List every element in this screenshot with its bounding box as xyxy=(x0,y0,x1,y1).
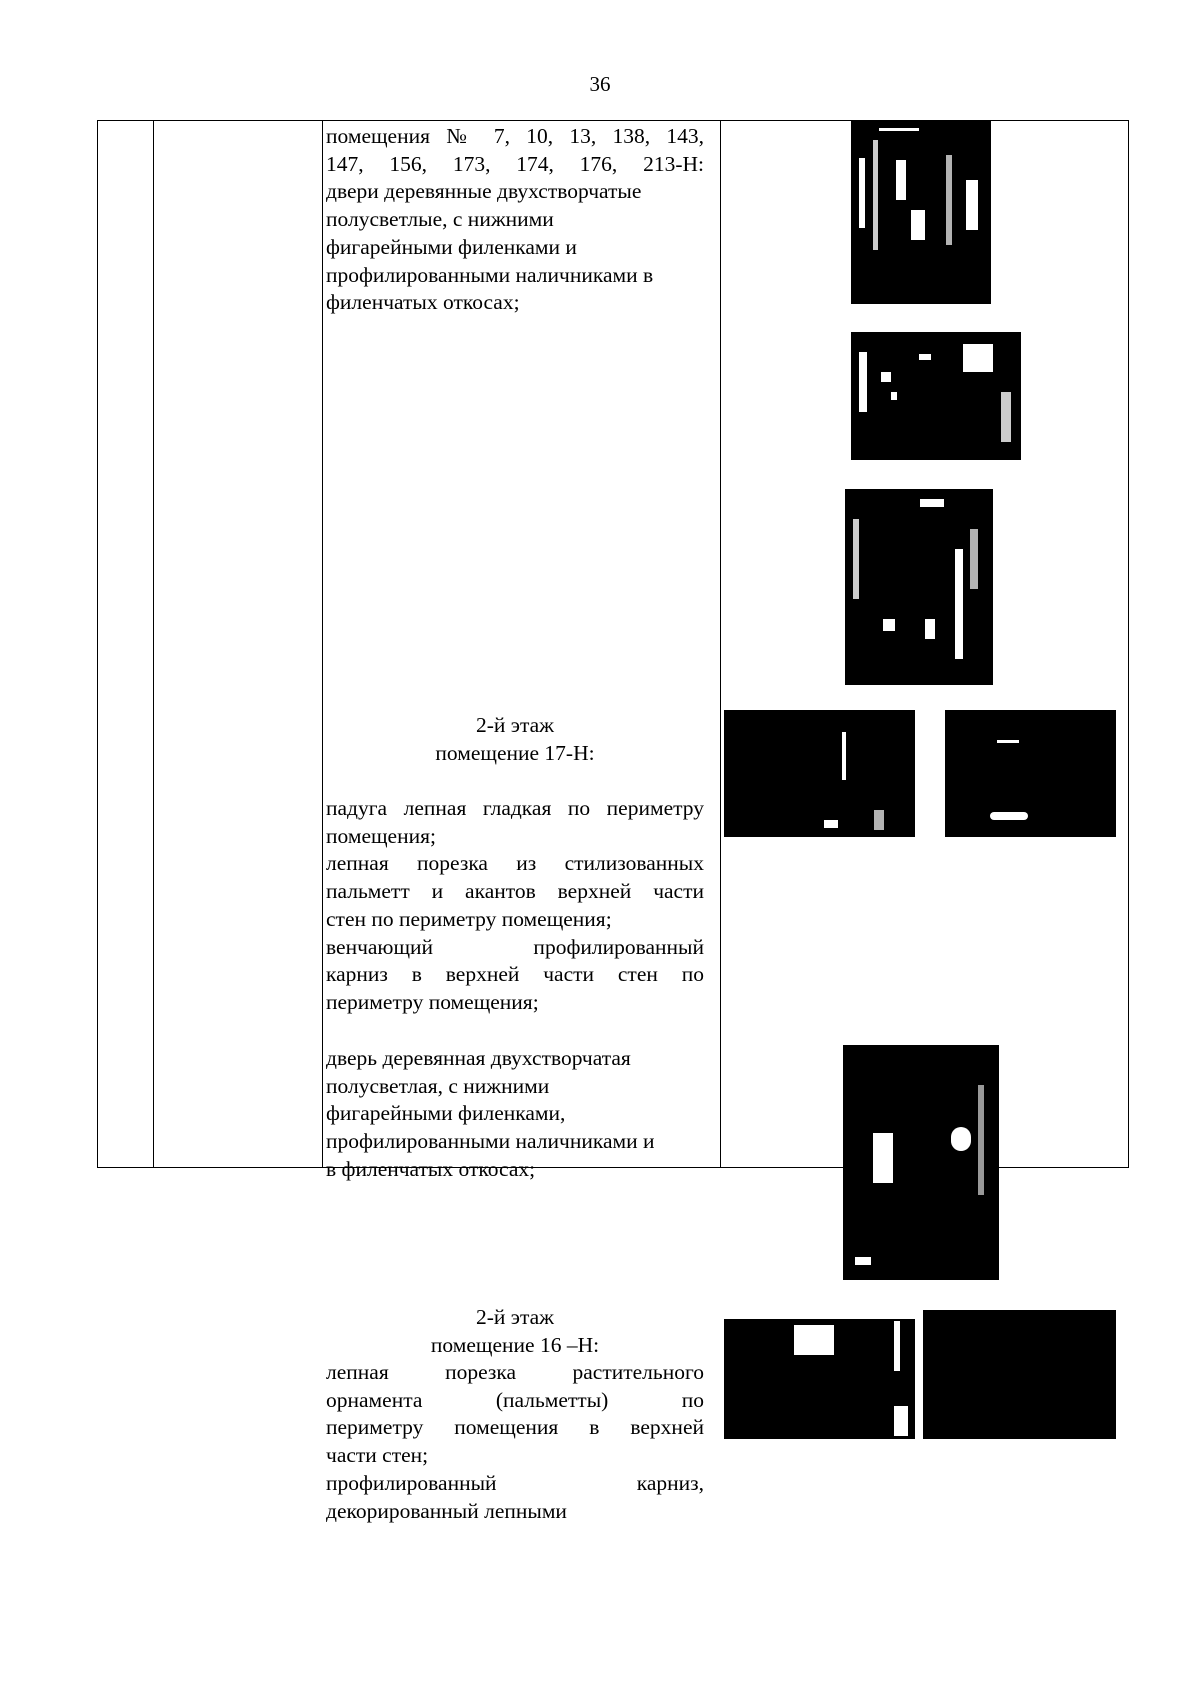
text-line: филенчатых откосах; xyxy=(326,290,520,315)
text-line: карниз в верхней части стен по xyxy=(326,962,704,987)
text-line: полусветлые, с нижними xyxy=(326,207,554,232)
floor-label: 2-й этаж xyxy=(475,1305,555,1329)
text-line: профилированными наличниками в xyxy=(326,262,654,287)
text-line: полусветлая, с нижними xyxy=(326,1073,550,1098)
text-line: профилированными наличниками и xyxy=(326,1129,655,1154)
text-line: двери деревянные двухстворчатые xyxy=(326,179,642,204)
floor-heading-17 xyxy=(326,712,704,767)
room-label: помещение 16 –Н: xyxy=(430,1332,600,1357)
text-line: фигарейными филенками и xyxy=(326,234,577,259)
text-line: части стен; xyxy=(326,1443,429,1468)
text-line: 147, 156, 173, 174, 176, 213-Н: xyxy=(326,151,704,176)
room-label: помещение 17-Н: xyxy=(435,740,595,765)
text-line: венчающий профилированный xyxy=(326,934,704,959)
door-description-17 xyxy=(326,1045,704,1184)
photo-room-17-2 xyxy=(945,710,1116,837)
text-line: периметру помещения в верхней xyxy=(326,1415,704,1440)
column-divider-3 xyxy=(720,121,721,1167)
moulding-description-17 xyxy=(326,795,704,1017)
text-line: декорированный лепными xyxy=(326,1498,567,1523)
text-line: стен по периметру помещения; xyxy=(326,906,612,931)
text-line: помещения № 7, 10, 13, 138, 143, xyxy=(326,124,704,148)
text-line: профилированный карниз, xyxy=(326,1470,704,1495)
photo-door-1 xyxy=(851,120,991,304)
photo-door-2 xyxy=(851,332,1021,460)
text-line: пальметт и акантов верхней части xyxy=(326,879,704,904)
column-divider-1 xyxy=(153,121,154,1167)
floor-heading-16 xyxy=(326,1304,704,1359)
moulding-description-16 xyxy=(326,1359,704,1525)
photo-room-16-1 xyxy=(724,1311,915,1439)
text-line: лепная порезка растительного xyxy=(326,1360,704,1384)
floor-label: 2-й этаж xyxy=(475,713,555,737)
photo-door-17 xyxy=(843,1045,999,1280)
photo-room-16-2 xyxy=(923,1310,1116,1439)
text-line: лепная порезка из стилизованных xyxy=(326,851,704,876)
text-line: орнамента (пальметты) по xyxy=(326,1387,704,1412)
text-line: падуга лепная гладкая по периметру xyxy=(326,796,704,820)
page-number: 36 xyxy=(589,72,611,96)
text-line: дверь деревянная двухстворчатая xyxy=(326,1046,631,1070)
text-line: фигарейными филенками, xyxy=(326,1101,566,1126)
photo-room-17-1 xyxy=(724,710,915,837)
text-line: в филенчатых откосах; xyxy=(326,1156,536,1181)
photo-corridor xyxy=(845,489,993,685)
text-line: периметру помещения; xyxy=(326,989,539,1014)
column-divider-2 xyxy=(322,121,323,1167)
doors-description xyxy=(326,123,704,317)
text-line: помещения; xyxy=(326,823,436,848)
